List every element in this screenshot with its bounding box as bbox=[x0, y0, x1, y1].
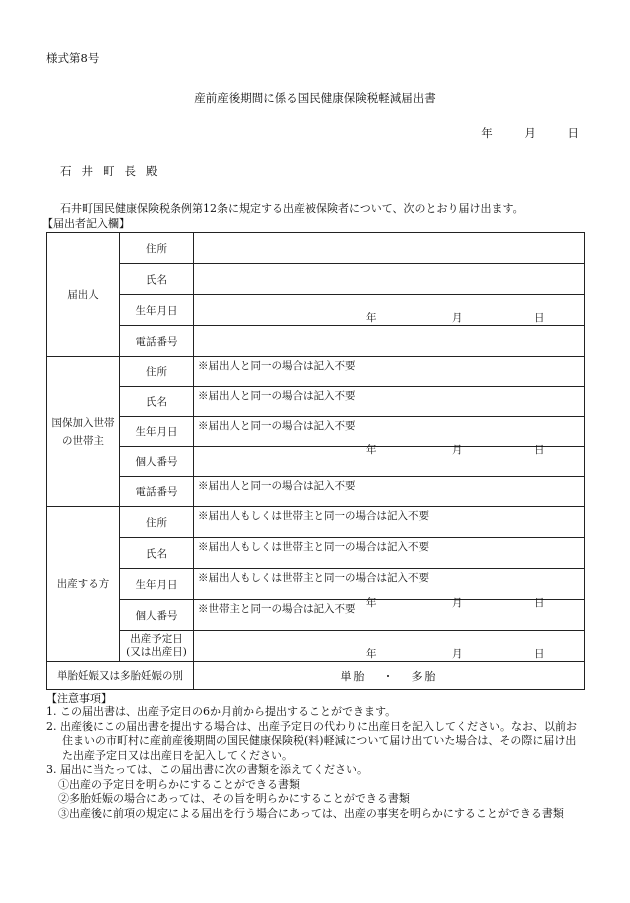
month-unit: 月 bbox=[452, 444, 463, 456]
month-unit: 月 bbox=[452, 648, 463, 660]
mother-address-label: 住所 bbox=[120, 507, 194, 538]
year-unit: 年 bbox=[366, 648, 377, 660]
applicant-name-field[interactable] bbox=[194, 264, 585, 295]
day-unit: 日 bbox=[534, 312, 545, 324]
householder-name-label: 氏名 bbox=[120, 387, 194, 417]
householder-personal-number-label: 個人番号 bbox=[120, 447, 194, 477]
day-unit: 日 bbox=[534, 648, 545, 660]
separator-dot: ・ bbox=[382, 669, 396, 683]
group-householder: 国保加入世帯の世帯主 bbox=[47, 357, 120, 507]
month-unit: 月 bbox=[452, 597, 463, 609]
section-label: 【届出者記入欄】 bbox=[42, 217, 130, 230]
note-item: 1. この届出書は、出産予定日の6か月前から提出することができます。 bbox=[46, 705, 397, 718]
day-label: 日 bbox=[567, 126, 580, 140]
note: ※届出人と同一の場合は記入不要 bbox=[198, 420, 356, 432]
notes-list bbox=[46, 705, 586, 821]
date-line bbox=[455, 125, 580, 141]
group-applicant: 届出人 bbox=[47, 233, 120, 357]
sub-note-item: ①出産の予定日を明らかにすることができる書類 bbox=[58, 777, 300, 791]
mother-name-field[interactable] bbox=[194, 538, 585, 569]
note: ※届出人もしくは世帯主と同一の場合は記入不要 bbox=[198, 510, 429, 522]
householder-birthdate-field[interactable] bbox=[194, 417, 585, 456]
householder-name-field[interactable] bbox=[194, 387, 585, 417]
due-date-label-alt: (又は出産日) bbox=[126, 646, 187, 658]
mother-address-field[interactable] bbox=[194, 507, 585, 538]
note: ※届出人と同一の場合は記入不要 bbox=[198, 360, 356, 372]
householder-phone-label: 電話番号 bbox=[120, 477, 194, 507]
applicant-phone-label: 電話番号 bbox=[120, 326, 194, 357]
householder-personal-number-field[interactable] bbox=[194, 447, 585, 477]
due-date-field[interactable] bbox=[194, 631, 585, 662]
mother-name-label: 氏名 bbox=[120, 538, 194, 569]
month-unit: 月 bbox=[452, 312, 463, 324]
year-unit: 年 bbox=[366, 444, 377, 456]
note: ※届出人と同一の場合は記入不要 bbox=[198, 480, 356, 492]
notes-heading: 【注意事項】 bbox=[46, 692, 112, 705]
year-label: 年 bbox=[481, 126, 494, 140]
due-date-label-main: 出産予定日 bbox=[130, 633, 183, 645]
application-form-table bbox=[46, 232, 585, 690]
note: ※世帯主と同一の場合は記入不要 bbox=[198, 603, 356, 615]
sub-note-item: ③出産後に前項の規定による届出を行う場合にあっては、出産の事実を明らかにすることができる書類 bbox=[58, 806, 564, 820]
mother-personal-number-field[interactable] bbox=[194, 600, 585, 631]
due-date-label bbox=[120, 631, 194, 662]
applicant-phone-field[interactable] bbox=[194, 326, 585, 357]
note: ※届出人と同一の場合は記入不要 bbox=[198, 390, 356, 402]
day-unit: 日 bbox=[534, 597, 545, 609]
page-title: 産前産後期間に係る国民健康保険税軽減届出書 bbox=[194, 91, 436, 105]
group-mother: 出産する方 bbox=[47, 507, 120, 662]
mother-birthdate-label: 生年月日 bbox=[120, 569, 194, 600]
note-item: 3. 届出に当たっては、この届出書に次の書類を添えてください。 bbox=[46, 763, 368, 776]
note: ※届出人もしくは世帯主と同一の場合は記入不要 bbox=[198, 541, 429, 553]
mother-birthdate-field[interactable] bbox=[194, 569, 585, 609]
multiple-pregnancy-option[interactable]: 多胎 bbox=[411, 669, 438, 683]
applicant-address-label: 住所 bbox=[120, 233, 194, 264]
mother-personal-number-label: 個人番号 bbox=[120, 600, 194, 631]
applicant-birthdate-field[interactable] bbox=[194, 295, 585, 326]
householder-phone-field[interactable] bbox=[194, 477, 585, 507]
single-pregnancy-option[interactable]: 単胎 bbox=[340, 669, 367, 683]
note: ※届出人もしくは世帯主と同一の場合は記入不要 bbox=[198, 572, 429, 584]
day-unit: 日 bbox=[534, 444, 545, 456]
householder-birthdate-label: 生年月日 bbox=[120, 417, 194, 447]
householder-address-field[interactable] bbox=[194, 357, 585, 387]
month-label: 月 bbox=[524, 126, 537, 140]
pregnancy-type-choice[interactable] bbox=[194, 662, 585, 690]
pregnancy-type-label: 単胎妊娠又は多胎妊娠の別 bbox=[47, 662, 194, 690]
note-item: 2. 出産後にこの届出書を提出する場合は、出産予定日の代わりに出産日を記入してください。なお、以前お住まいの市町村に産前産後期間の国民健康保険税(料)軽減について届け出ていた場合は、その際に届け出た出産予定日又は出産日を記入してください。 bbox=[46, 719, 577, 762]
householder-address-label: 住所 bbox=[120, 357, 194, 387]
statement: 石井町国民健康保険税条例第12条に規定する出産被保険者について、次のとおり届け出ます。 bbox=[60, 202, 524, 215]
year-unit: 年 bbox=[366, 312, 377, 324]
form-number: 様式第8号 bbox=[46, 51, 100, 65]
addressee: 石井町長殿 bbox=[60, 164, 168, 178]
year-unit: 年 bbox=[366, 597, 377, 609]
applicant-address-field[interactable] bbox=[194, 233, 585, 264]
applicant-name-label: 氏名 bbox=[120, 264, 194, 295]
sub-note-item: ②多胎妊娠の場合にあっては、その旨を明らかにすることができる書類 bbox=[58, 792, 410, 805]
applicant-birthdate-label: 生年月日 bbox=[120, 295, 194, 326]
